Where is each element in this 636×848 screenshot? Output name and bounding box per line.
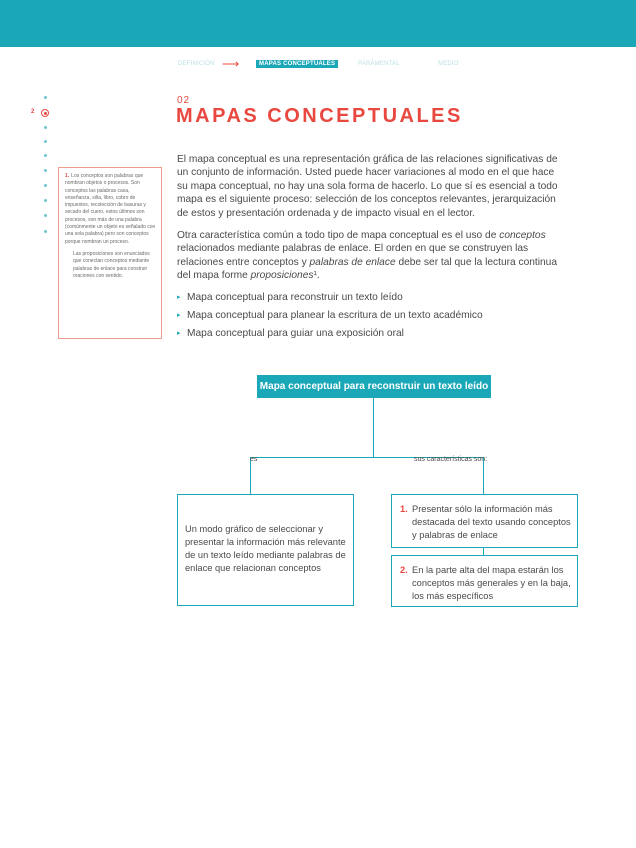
nav-dot[interactable] [44,184,47,187]
connector-line [483,548,484,555]
top-banner [0,0,636,47]
list-item: ▸ Mapa conceptual para planear la escritura de un texto académico [177,309,483,327]
nav-dot-active[interactable] [41,109,49,117]
nav-dot[interactable] [44,140,47,143]
nav-item-paramental[interactable]: PARÁMENTAL [358,61,400,67]
concept-box-definition: Un modo gráfico de seleccionar y presentar la información más relevante de un texto leído mediante palabras de enlace que relacionan conceptos [177,494,354,606]
arrow-right-icon: ⟶ [222,57,240,71]
emphasis-proposiciones: proposiciones [250,270,314,282]
body-paragraph-1: El mapa conceptual es una representación gráfica de las relaciones significativas de un conjunto de información. Usted puede hacer variaciones al modo en el que hace su mapa conceptual, no hay una sola forma de hacerlo. Lo que sí es esencial a todo mapa es el siguiente proceso: selección de los conceptos relevantes, jerarquización de estos y presentación ordenada y de impacto visual en el lector. [177,154,558,219]
nav-dot[interactable] [44,169,47,172]
nav-dot[interactable] [44,199,47,202]
text-run: relacionados mediante palabras de enlace. El orden en que se construyen las relaciones entre conceptos y [177,243,529,268]
footnote-paragraph-2: Las proposiciones son enunciados que conectan conceptos mediante palabras de enlace para construir oraciones con sentido. [73,250,150,279]
emphasis-palabras-de-enlace: palabras de enlace [309,256,396,268]
concept-map-title: Mapa conceptual para reconstruir un texto leído [257,375,491,398]
item-number: 2. [400,565,408,575]
footnote-box [58,167,162,339]
active-section-number: 2 [31,109,35,115]
body-paragraph-2 [177,229,562,283]
nav-dot[interactable] [44,154,47,157]
nav-dot[interactable] [44,96,47,99]
nav-dot[interactable] [44,126,47,129]
footnote-paragraph-1 [65,173,156,246]
nav-dot[interactable] [44,214,47,217]
section-number: 02 [177,95,191,106]
concept-box-characteristic-2 [391,555,578,607]
connector-line [373,398,374,458]
characteristic-text: En la parte alta del mapa estarán los conceptos más generales y en la baja, los más específicos [412,565,571,601]
list-item: ▸ Mapa conceptual para guiar una exposición oral [177,327,483,345]
characteristic-text: Presentar sólo la información más destacada del texto usando conceptos y palabras de enlace [412,504,571,540]
nav-item-medio[interactable]: MEDIO [438,61,459,67]
page-title: MAPAS CONCEPTUALES [176,105,463,127]
concept-box-characteristic-1 [391,494,578,548]
item-number: 1. [400,504,408,514]
link-word-caracteristicas: sus características son: [414,456,488,463]
link-word-es: es [250,456,258,463]
nav-dot[interactable] [44,230,47,233]
text-run: Otra característica común a todo tipo de mapa conceptual es el uso de [177,230,500,241]
footnote-text-1: Los conceptos son palabras que nombran objetos o procesos. Son conceptos las palabras casa, enseñanza, silla, libro, cobro de impuestos, recolección de basuras y secado del cuero, estos últimos son procesos, son más de una palabra (comúnmente un objeto es señalado con una sola palabra) pero son conceptos porque nombran un proceso. [65,173,156,245]
footnote-ref: ¹. [313,270,320,282]
nav-item-definicion[interactable]: DEFINICIÓN [178,61,215,67]
emphasis-conceptos: conceptos [499,230,546,241]
footnote-number: 1. [65,173,70,179]
bullet-list [177,291,483,345]
list-item: ▸ Mapa conceptual para reconstruir un texto leído [177,291,483,309]
nav-item-mapas-conceptuales[interactable]: MAPAS CONCEPTUALES [256,60,338,68]
text-run: debe ser tal que la lectura continua del mapa forme [177,256,558,282]
